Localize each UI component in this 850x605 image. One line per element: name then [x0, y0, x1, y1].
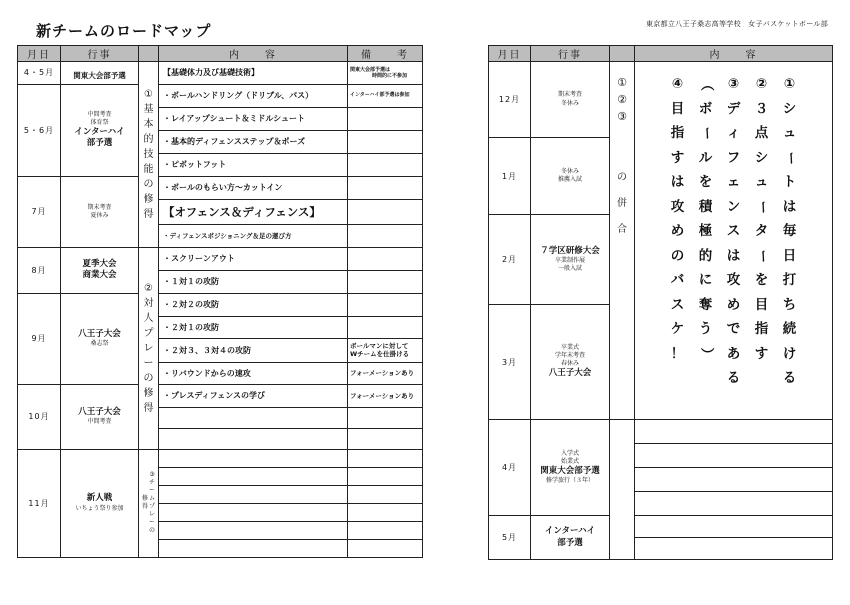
note-cell [348, 199, 423, 224]
content-cell [159, 521, 348, 539]
content-cell [635, 444, 833, 468]
note-cell [348, 247, 423, 270]
note-cell [348, 539, 423, 557]
goal-char: 点 [754, 125, 769, 141]
content-header: 内 容 [159, 46, 348, 62]
table-row [489, 420, 833, 444]
goal-char: 的 [698, 247, 713, 264]
month-cell: 5月 [489, 516, 531, 560]
month-cell: 10月 [18, 384, 61, 449]
goal-char: あ [726, 345, 741, 362]
month-header: 月日 [489, 46, 531, 62]
note-cell [348, 449, 423, 467]
table-row [18, 293, 423, 316]
goal-char: ー [697, 126, 714, 140]
phase-header [139, 46, 159, 62]
table-row [18, 176, 423, 199]
goal-char: に [698, 272, 713, 288]
right-header-row [489, 46, 833, 62]
note-cell: 関東大会部予選は 時間的に不参加 [348, 62, 423, 85]
month-cell: 1月 [489, 138, 531, 215]
event-cell: 新人戦 いちょう祭り参加 [61, 449, 139, 557]
event-header: 行事 [61, 46, 139, 62]
table-row [489, 62, 833, 138]
event-cell: 冬休み 推薦入試 [531, 138, 610, 215]
content-cell [159, 428, 348, 449]
content-cell [159, 407, 348, 428]
goal-char: 毎 [782, 223, 797, 239]
goal-char: ３ [754, 100, 769, 117]
phase3-column [139, 449, 159, 557]
goal-char: 続 [782, 321, 797, 337]
goal-char: を [698, 174, 713, 190]
month-cell: 12月 [489, 62, 531, 138]
content-cell: ・ピボットフット [159, 153, 348, 176]
content-cell [159, 485, 348, 503]
goal-char: で [726, 321, 741, 337]
note-cell [348, 407, 423, 428]
table-row [18, 449, 423, 467]
goal-char: デ [726, 100, 741, 117]
month-cell: 9月 [18, 293, 61, 384]
content-cell [635, 420, 833, 444]
month-cell: 5・6月 [18, 84, 61, 176]
note-cell: インターハイ部予選は参加 [348, 84, 423, 107]
goal-column-3 [723, 72, 745, 391]
season-goals [635, 62, 833, 420]
table-row [18, 84, 423, 107]
goal-char: ④ [671, 76, 684, 92]
month-cell: 11月 [18, 449, 61, 557]
goal-char: る [726, 370, 741, 386]
table-row [18, 384, 423, 407]
left-header-row [18, 46, 423, 62]
goal-char: を [754, 272, 769, 288]
goal-char: バ [670, 272, 685, 288]
phase3-text: 修 得 ③ チ ー ム プ レ ー の [141, 470, 156, 535]
goal-char: 奪 [698, 296, 713, 313]
right-roadmap-table [488, 45, 833, 560]
note-cell [348, 270, 423, 293]
note-cell [348, 293, 423, 316]
event-cell: 卒業式 学年末考査 春休み 八王子大会 [531, 305, 610, 420]
content-cell: ・ボールのもらい方～カットイン [159, 176, 348, 199]
goal-char: ち [782, 296, 797, 313]
event-cell: 八王子大会 桑志祭 [61, 293, 139, 384]
goal-char: の [670, 247, 685, 264]
note-cell [348, 428, 423, 449]
event-cell: インターハイ 部予選 [531, 516, 610, 560]
content-cell: ・ディフェンスポジショニング＆足の運び方 [159, 224, 348, 247]
content-cell: ・基本的ディフェンスステップ＆ポーズ [159, 130, 348, 153]
content-cell [635, 492, 833, 516]
goal-char: ス [726, 223, 741, 239]
event-cell: 夏季大会 商業大会 [61, 247, 139, 293]
content-cell [635, 516, 833, 538]
note-cell [348, 130, 423, 153]
month-cell: 4・5月 [18, 62, 61, 85]
table-row [18, 247, 423, 270]
goal-char: ！ [670, 345, 685, 362]
month-cell: 3月 [489, 305, 531, 420]
content-cell [635, 468, 833, 492]
content-header: 内 容 [635, 46, 833, 62]
goal-char: ュ [782, 125, 797, 141]
goal-char: 攻 [670, 198, 685, 215]
note-cell [348, 485, 423, 503]
content-cell [159, 467, 348, 485]
content-cell: 【基礎体力及び基礎技術】 [159, 62, 348, 85]
event-cell: 期末考査 冬休み [531, 62, 610, 138]
goal-char: シ [782, 100, 797, 117]
content-cell [159, 503, 348, 521]
month-cell: 2月 [489, 215, 531, 305]
note-cell [348, 503, 423, 521]
note-cell [348, 467, 423, 485]
page-title: 新チームのロードマップ [36, 22, 212, 40]
note-header: 備 考 [348, 46, 423, 62]
content-cell: ・ボールハンドリング（ドリブル、パス） [159, 84, 348, 107]
phase-header [610, 46, 635, 62]
goal-char: （ [697, 77, 714, 91]
note-cell [348, 107, 423, 130]
note-cell [348, 224, 423, 247]
content-cell [635, 538, 833, 560]
goal-column-5 [667, 72, 689, 391]
left-roadmap-table [17, 45, 423, 558]
goal-char: 目 [670, 100, 685, 117]
event-cell: 入学式 始業式 関東大会部予選 修学旅行（３年） [531, 420, 610, 516]
goal-char: め [670, 223, 685, 239]
goal-char: け [782, 345, 797, 362]
content-cell [159, 539, 348, 557]
goal-char: ケ [670, 321, 685, 337]
phase1-column: ① 基 本 的 技 能 の 修 得 [139, 62, 159, 248]
goal-char: は [670, 174, 685, 190]
school-name: 東京都立八王子桑志高等学校 女子バスケットボール部 [645, 20, 828, 28]
content-cell: ・リバウンドからの速攻 [159, 362, 348, 384]
content-cell: ・プレスディフェンスの学び [159, 384, 348, 407]
blank-phase-cell [610, 420, 635, 560]
goal-char: 目 [754, 296, 769, 313]
goal-char: ） [697, 347, 714, 361]
goal-char: ー [753, 249, 770, 263]
goal-char: す [754, 345, 769, 362]
goal-char: 極 [698, 223, 713, 239]
goal-char: は [726, 247, 741, 264]
goal-char: は [782, 198, 797, 215]
event-cell: ７学区研修大会 卒業制作展 一般入試 [531, 215, 610, 305]
goal-char: ③ [727, 76, 740, 92]
goal-char: ー [781, 151, 798, 165]
content-cell: ・２対１の攻防 [159, 316, 348, 338]
month-cell: 4月 [489, 420, 531, 516]
goal-char: ボ [698, 100, 713, 117]
content-cell: ・２対２の攻防 [159, 293, 348, 316]
combined-phase-column: ① ② ③ の 併 合 [610, 62, 635, 420]
goal-char: る [782, 370, 797, 386]
goal-char: す [670, 149, 685, 166]
event-cell: 八王子大会 中間考査 [61, 384, 139, 449]
note-cell: ボールマンに対して Wチームを仕掛ける [348, 338, 423, 362]
goal-char: ト [782, 174, 797, 190]
goal-char: ュ [754, 174, 769, 190]
note-cell [348, 316, 423, 338]
goal-char: 攻 [726, 272, 741, 288]
note-cell: フォーメーションあり [348, 384, 423, 407]
content-cell: ・２対３、３対４の攻防 [159, 338, 348, 362]
goal-char: ル [698, 149, 713, 166]
content-cell [159, 449, 348, 467]
event-cell: 期末考査 夏休み [61, 176, 139, 247]
content-cell: ・スクリーンアウト [159, 247, 348, 270]
goal-char: 打 [782, 272, 797, 288]
goal-char: 指 [754, 321, 769, 337]
goal-column-2 [751, 72, 773, 391]
month-header: 月日 [18, 46, 61, 62]
goal-char: ス [670, 296, 685, 313]
goal-char: ② [755, 76, 768, 92]
event-header: 行事 [531, 46, 610, 62]
event-cell: 中間考査 体育祭 インターハイ 部予選 [61, 84, 139, 176]
table-row [18, 62, 423, 85]
goal-char: シ [754, 149, 769, 166]
goal-char: ェ [726, 174, 741, 190]
month-cell: 8月 [18, 247, 61, 293]
note-cell [348, 153, 423, 176]
table-row [489, 516, 833, 538]
goal-char: め [726, 296, 741, 313]
note-cell [348, 521, 423, 539]
goal-char: 日 [782, 247, 797, 264]
goal-char: タ [754, 223, 769, 239]
goal-column-1 [779, 72, 801, 391]
phase2-column: ② 対 人 プ レ ー の 修 得 [139, 247, 159, 449]
goal-char: フ [726, 149, 741, 166]
note-cell: フォーメーションあり [348, 362, 423, 384]
content-cell: ・１対１の攻防 [159, 270, 348, 293]
goal-char: う [698, 321, 713, 337]
goal-char: ン [726, 198, 741, 215]
goal-char: ① [783, 76, 796, 92]
goal-char: ィ [726, 125, 741, 141]
goal-char: 積 [698, 198, 713, 215]
goal-column-4 [695, 72, 717, 391]
goal-char: ー [753, 200, 770, 214]
note-cell [348, 176, 423, 199]
month-cell: 7月 [18, 176, 61, 247]
goal-char: 指 [670, 125, 685, 141]
content-cell: 【オフェンス＆ディフェンス】 [159, 199, 348, 224]
event-cell: 関東大会部予選 [61, 62, 139, 85]
content-cell: ・レイアップシュート＆ミドルシュート [159, 107, 348, 130]
